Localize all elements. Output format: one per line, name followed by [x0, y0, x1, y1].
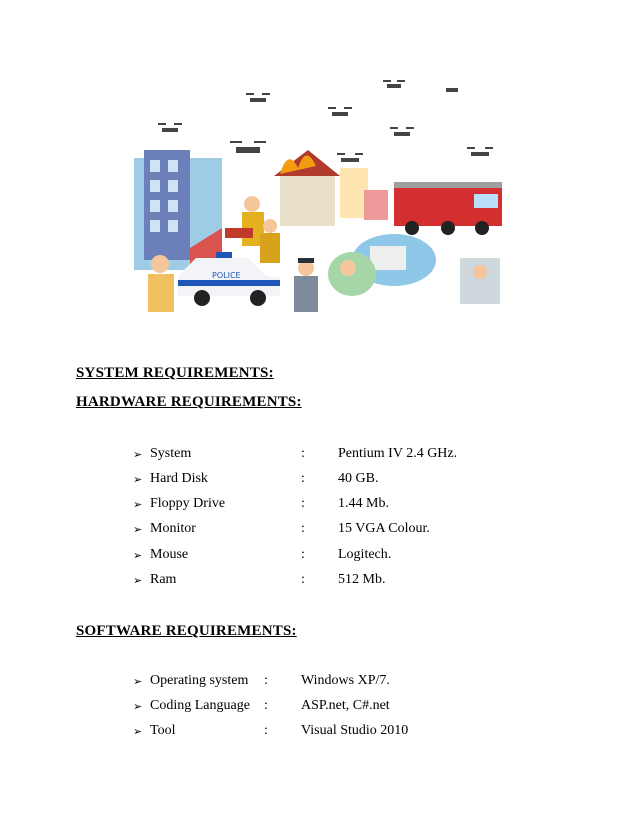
hardware-value: Logitech. [338, 547, 392, 562]
separator-colon: : [264, 723, 268, 738]
hardware-requirements-heading: HARDWARE REQUIREMENTS: [76, 394, 302, 410]
firefighters-image [225, 196, 280, 263]
hardware-label: System [150, 446, 192, 461]
software-value: Windows XP/7. [301, 673, 390, 688]
separator-colon: : [264, 698, 268, 713]
bullet-arrow-icon: ➢ [133, 575, 143, 587]
software-value: ASP.net, C#.net [301, 698, 390, 713]
software-item-tool [0, 723, 638, 743]
hardware-label: Ram [150, 572, 177, 587]
separator-colon: : [301, 471, 305, 486]
separator-colon: : [301, 496, 305, 511]
svg-text:POLICE: POLICE [212, 271, 241, 280]
drone-icon [158, 81, 493, 162]
hardware-label: Mouse [150, 547, 189, 562]
bullet-arrow-icon: ➢ [133, 701, 143, 713]
bullet-arrow-icon: ➢ [133, 449, 143, 461]
fire-truck-image [364, 182, 502, 235]
system-requirements-heading: SYSTEM REQUIREMENTS: [76, 365, 274, 381]
software-label: Coding Language [150, 698, 250, 713]
hardware-label: Monitor [150, 521, 196, 536]
hardware-item-system [0, 446, 638, 466]
police-officer-image [294, 258, 318, 312]
software-value: Visual Studio 2010 [301, 723, 409, 738]
software-item-operating-system [0, 673, 638, 693]
hardware-value: 1.44 Mb. [338, 496, 389, 511]
hardware-item-monitor [0, 521, 638, 541]
bullet-arrow-icon: ➢ [133, 474, 143, 486]
bullet-arrow-icon: ➢ [133, 550, 143, 562]
software-requirements-heading: SOFTWARE REQUIREMENTS: [76, 623, 297, 639]
office-building-image [134, 150, 222, 270]
doctor-image [328, 252, 376, 296]
bullet-arrow-icon: ➢ [133, 676, 143, 688]
hardware-value: 15 VGA Colour. [338, 521, 430, 536]
separator-colon: : [301, 572, 305, 587]
hardware-value: Pentium IV 2.4 GHz. [338, 446, 458, 461]
software-label: Tool [150, 723, 176, 738]
bullet-arrow-icon: ➢ [133, 499, 143, 511]
hardware-item-floppy-drive [0, 496, 638, 516]
hardware-label: Floppy Drive [150, 496, 226, 511]
hardware-value: 512 Mb. [338, 572, 386, 587]
hardware-item-ram [0, 572, 638, 592]
separator-colon: : [301, 521, 305, 536]
separator-colon: : [301, 446, 305, 461]
bullet-arrow-icon: ➢ [133, 726, 143, 738]
separator-colon: : [264, 673, 268, 688]
hardware-label: Hard Disk [150, 471, 208, 486]
hardware-item-hard-disk [0, 471, 638, 491]
emergency-services-illustration [130, 78, 510, 318]
software-label: Operating system [150, 673, 249, 688]
software-item-coding-language [0, 698, 638, 718]
hardware-value: 40 GB. [338, 471, 379, 486]
bullet-arrow-icon: ➢ [133, 524, 143, 536]
hardware-item-mouse [0, 547, 638, 567]
separator-colon: : [301, 547, 305, 562]
